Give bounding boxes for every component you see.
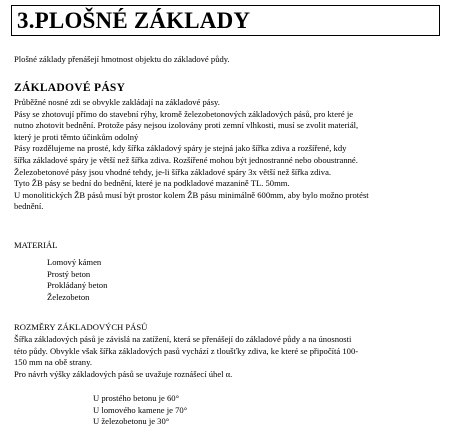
list-item: Železobeton [47, 291, 90, 302]
section-heading-pasy: ZÁKLADOVÉ PÁSY [14, 82, 126, 94]
text-line: Průběžné nosné zdi se obvykle zakládají na základové pásy. [14, 97, 220, 107]
material-label: MATERIÁL [14, 240, 58, 250]
list-item: Lomový kámen [47, 257, 102, 267]
list-item: U lomového kamene je 70° [93, 404, 188, 415]
text-line: 150 mm na obě strany. [14, 357, 92, 368]
rozmery-label: ROZMĚRY ZÁKLADOVÝCH PÁSŮ [14, 322, 148, 332]
text-line: nutno zhotovit bednění. Protože pásy nejsou izolovány proti zemní vlhkosti, musí se zvolit materiál, [14, 120, 359, 131]
list-item: U železobetonu je 30° [93, 416, 170, 427]
pasy-paragraph [14, 97, 444, 213]
list-item: Prostý beton [47, 268, 91, 279]
chapter-title: 3.PLOŠNÉ ZÁKLADY [17, 8, 251, 33]
list-item: Prokládaný beton [47, 280, 108, 291]
text-line: Pro návrh výšky základových pásů se uvažuje roznášecí úhel α. [14, 368, 233, 379]
text-line: šířka základové spáry je větší než šířka zdiva. Rozšířené mohou být jednostranné nebo oboustranné. [14, 154, 358, 165]
intro-paragraph: Plošné základy přenášejí hmotnost objektu do základové půdy. [14, 54, 230, 64]
text-line: Tyto ŽB pásy se bední do bednění, které je na podkladové mazanině TL. 50mm. [14, 178, 290, 189]
material-list [47, 257, 107, 303]
text-line: Pásy rozdělujeme na prosté, kdy šířka základový spáry je stejná jako šířka zdiva a rozšířené, kdy [14, 143, 347, 154]
text-line: Pásy se zhotovují přímo do stavební rýhy, kromě železobetonových základových pásů, pro které je [14, 108, 354, 119]
text-line: U monolitických ŽB pásů musí být prostor kolem ŽB pásu minimálně 600mm, aby bylo možno protést [14, 189, 369, 200]
text-line: Železobetonové pásy jsou vhodné tehdy, je-li šířka základové spáry 3x větší než šířka zdiva. [14, 166, 332, 177]
list-item: U prostého betonu je 60° [93, 393, 180, 403]
text-line: bednění. [14, 201, 44, 212]
rozmery-paragraph [14, 334, 444, 380]
chapter-heading-box [11, 5, 440, 36]
text-line: který je proti těmto účinkům odolný [14, 131, 139, 142]
angle-list [93, 393, 187, 428]
text-line: Šířka základových pásů je závislá na zatížení, která se přenášejí do základové půdy a na únosnosti [14, 334, 352, 344]
text-line: této půdy. Obvykle však šířka základových pasů vychází z tloušťky zdiva, ke které se připočítá 100- [14, 345, 359, 356]
